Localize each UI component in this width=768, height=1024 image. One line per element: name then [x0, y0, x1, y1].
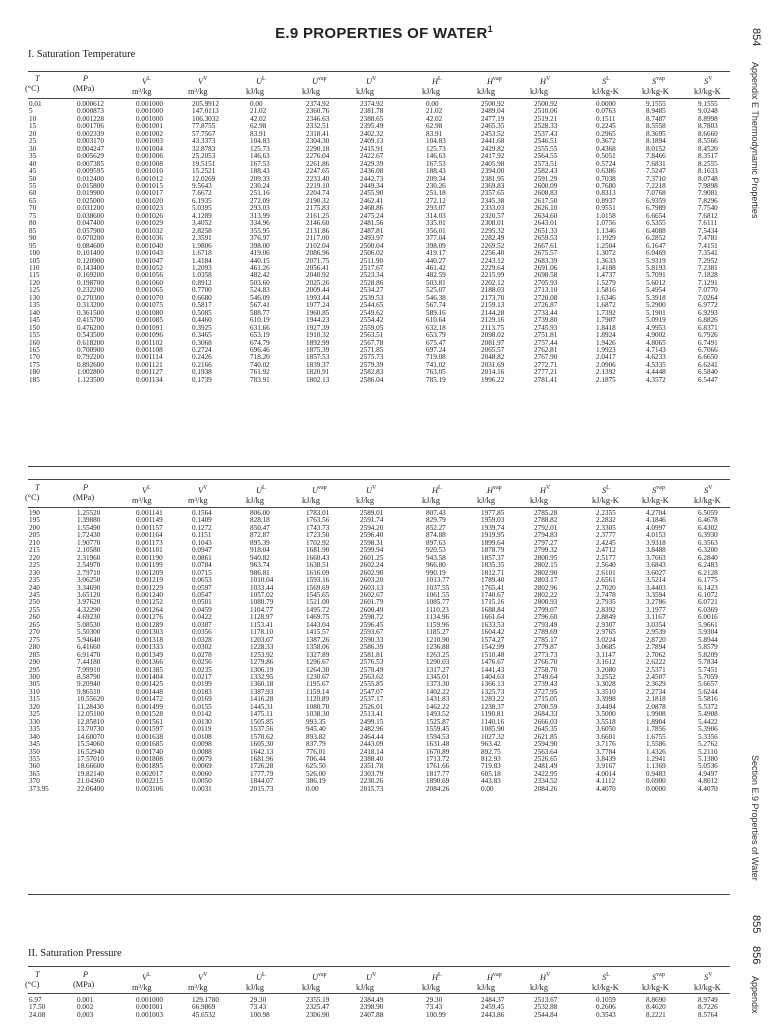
table2-symbol-ul: $U^L$ — [256, 485, 266, 495]
table1-column-sl: 0.0000 0.0763 0.1511 0.2245 0.2965 0.3672 0.4368 0.5051 0.5724 0.6386 0.7038 0.7680 0.8313 0.8937 0.9551 1.0158 1.0756 1.1346 1.1929 1.2504 1.3072 1.3633 1.4188 1.4737 1.5279 1.5816 1.6346 1.6872 1.7392 1.7907 1.8418 1.8924 1.9426 1.9923 2.0417 2.0906 2.1392 2.1875 — [596, 100, 616, 384]
table1-unit-uvap: kJ/kg — [302, 86, 320, 96]
table3-header-pressure — [73, 970, 129, 990]
table1-unit-hv: kJ/kg — [530, 86, 548, 96]
table2-header-uv — [356, 483, 412, 506]
section-saturation-temperature: I. Saturation Temperature — [28, 49, 136, 60]
table1-column-sv: 9.1555 9.0248 8.8998 8.7803 8.6660 8.5566 8.4520 8.3517 8.2555 8.1633 8.0748 7.9898 7.9081 7.8296 7.7540 7.6812 7.6111 7.5434 7.4781 7.4151 7.3541 7.2952 7.2381 7.1828 7.1291 7.0770 7.0264 6.9772 6.9293 6.8826 6.8371 6.7926 6.7491 6.7066 6.6650 6.6241 6.5840 6.5447 — [698, 100, 718, 384]
table2-header-ul — [246, 483, 302, 506]
table1-column-hl: 0.00 21.02 42.02 62.98 83.91 104.83 125.73 146.63 167.53 188.43 209.34 230.26 251.18 272.12 293.07 314.03 335.01 356.01 377.04 398.09 419.17 440.27 461.42 482.59 503.81 525.07 546.38 567.74 589.16 610.64 632.18 653.79 675.47 697.24 719.08 741.02 763.05 785.19 — [426, 100, 446, 384]
table3-header-sv — [694, 970, 750, 993]
table3-symbol-hvap: $H^{vap}$ — [487, 972, 502, 982]
table2-symbol-hv: $H^V$ — [540, 485, 551, 495]
table3-header-sl — [592, 970, 648, 993]
table3-unit-pressure: (MPa) — [73, 980, 95, 989]
title-text: E.9 PROPERTIES OF WATER — [275, 25, 488, 42]
table1-header-uvap — [302, 74, 358, 97]
top-running-head: Appendix E Thermodynamic Properties — [750, 62, 760, 219]
table1-unit-ul: kJ/kg — [246, 86, 264, 96]
table1-symbol-pressure: P — [83, 74, 89, 83]
table3-header-svap — [642, 970, 698, 993]
table3-unit-svap: kJ/kg-K — [642, 982, 669, 992]
table2-symbol-vv: $V^V$ — [198, 485, 208, 495]
table3-symbol-hv: $H^V$ — [540, 972, 551, 982]
table2-symbol-hvap: $H^{vap}$ — [487, 485, 502, 495]
page-title — [0, 24, 768, 42]
table2-column-ul: 806.00 828.18 850.47 872.87 895.39 918.04 940.82 963.74 986.81 1010.04 1033.44 1057.02 1080.79 1104.77 1128.97 1153.41 1178.10 1203.07 1228.33 1253.92 1279.86 1306.19 1332.95 1360.18 1387.93 1416.28 1445.31 1475.11 1505.85 1537.56 1570.62 1605.30 1642.13 1681.96 1726.28 1777.79 1844.07 2015.73 — [250, 509, 274, 793]
table1-column-vv: 205.9912 147.0113 106.3032 77.8755 57.7567 43.3373 32.8783 25.2053 19.5151 15.2521 12.0269 9.5643 7.6672 6.1935 5.0395 4.1289 3.4052 2.8258 2.3591 1.9806 1.6718 1.4184 1.2093 1.0358 0.8912 0.7700 0.6680 0.5817 0.5085 0.4460 0.3925 0.3465 0.3068 0.2724 0.2426 0.2166 0.1938 0.1739 — [192, 100, 219, 384]
table1-symbol-hvap: $H^{vap}$ — [487, 76, 502, 86]
table3-column-hvap: 2484.37 2459.45 2443.86 — [481, 996, 505, 1019]
table3-symbol-temperature: T — [35, 970, 40, 979]
table2-column-pressure: 1.25520 1.39880 1.55490 1.72430 1.90770 2.10580 2.31960 2.54970 2.79710 3.06250 3.34690 3.65120 3.97620 4.32290 4.69230 5.08530 5.50300 5.94640 6.41660 6.91470 7.44180 7.99910 8.58790 9.20940 9.86510 10.55620 11.28430 12.05100 12.85810 13.70730 14.60070 15.54060 16.52940 17.57010 18.66600 19.82140 21.04360 22.06400 — [77, 509, 104, 793]
table1-unit-hvap: kJ/kg — [477, 86, 495, 96]
table3-unit-ul: kJ/kg — [246, 982, 264, 992]
table2-unit-temperature: (°C) — [25, 493, 40, 502]
table3-column-uv: 2384.49 2398.90 2407.88 — [360, 996, 384, 1019]
table2-column-sl: 2.2355 2.2832 2.3305 2.3777 2.4245 2.4712 2.5177 2.5640 2.6101 2.6561 2.7020 2.7478 2.7935 2.8392 2.8849 2.9307 2.9765 3.0224 3.0685 3.1147 3.1612 3.2080 3.2552 3.3028 3.3510 3.3998 3.4494 3.5000 3.5518 3.6050 3.6601 3.7176 3.7784 3.8439 3.9167 4.0014 4.1112 4.4070 — [596, 509, 616, 793]
table1-header-pressure — [73, 74, 129, 94]
table1-symbol-uvap: $U^{vap}$ — [312, 76, 327, 86]
table3-header-hv — [530, 970, 586, 993]
table1-header-sv — [694, 74, 750, 97]
table3-header-rule — [28, 993, 730, 994]
table2-unit-hv: kJ/kg — [530, 495, 548, 505]
table2-unit-sl: kJ/kg-K — [592, 495, 619, 505]
table3-unit-hl: kJ/kg — [422, 982, 440, 992]
table3-column-uvap: 2355.19 2325.47 2306.90 — [306, 996, 330, 1019]
table3-symbol-ul: $U^L$ — [256, 972, 266, 982]
table2-header-pressure — [73, 483, 129, 503]
table1-bottom-rule — [28, 466, 730, 467]
table2-column-vl: 0.001141 0.001149 0.001157 0.001164 0.001173 0.001181 0.001190 0.001199 0.001209 0.001219 0.001229 0.001240 0.001252 0.001264 0.001276 0.001289 0.001303 0.001318 0.001333 0.001349 0.001366 0.001385 0.001404 0.001425 0.001448 0.001472 0.001499 0.001528 0.001561 0.001597 0.001638 0.001685 0.001740 0.001808 0.001895 0.002017 0.002215 0.003106 — [136, 509, 163, 793]
table1-column-hv: 2500.92 2510.06 2519.21 2528.33 2537.43 2546.51 2555.55 2564.55 2573.51 2582.43 2591.29 2600.09 2608.83 2617.50 2626.10 2634.60 2643.01 2651.33 2659.53 2667.61 2675.57 2683.39 2691.06 2698.58 2705.93 2713.10 2720.08 2726.87 2733.44 2739.80 2745.93 2751.81 2757.44 2762.81 2767.90 2772.71 2777.21 2781.41 — [534, 100, 558, 384]
table3-symbol-pressure: P — [83, 970, 89, 979]
table2-symbol-hl: $H^L$ — [432, 485, 442, 495]
table3-symbol-uv: $U^V$ — [366, 972, 377, 982]
table2-column-sv: 6.5059 6.4678 6.4302 6.3930 6.3563 6.3200 6.2840 6.2483 6.2128 6.1775 6.1423 6.1072 6.0721 6.0369 6.0016 5.9661 5.9304 5.8944 5.8579 5.8209 5.7834 5.7451 5.7059 5.6657 5.6244 5.5816 5.5372 5.4908 5.4422 5.3906 5.3356 5.2762 5.2110 5.1380 5.0536 4.9497 4.8012 4.4070 — [698, 509, 718, 793]
table3-unit-temperature: (°C) — [25, 980, 40, 989]
table1-symbol-hl: $H^L$ — [432, 76, 442, 86]
table3-symbol-vv: $V^V$ — [198, 972, 208, 982]
table2-unit-pressure: (MPa) — [73, 493, 95, 502]
table3-header-vv — [188, 970, 244, 993]
table3-symbol-sl: $S^L$ — [602, 972, 610, 982]
table1-column-pressure: 0.000612 0.000873 0.001228 0.001706 0.002339 0.003170 0.004247 0.005629 0.007385 0.009595 0.012400 0.015800 0.019900 0.025000 0.031200 0.038600 0.047400 0.057900 0.070200 0.084600 0.101400 0.120900 0.143400 0.169200 0.198700 0.232200 0.270300 0.313200 0.361500 0.415700 0.476200 0.543500 0.618200 0.700900 0.792200 0.892600 1.002800 1.123500 — [77, 100, 104, 384]
table2-symbol-uv: $U^V$ — [366, 485, 377, 495]
table2-symbol-temperature: T — [35, 483, 40, 492]
table1-unit-uv: kJ/kg — [356, 86, 374, 96]
table2-header-rule — [28, 507, 730, 508]
table2-header-vl — [132, 483, 188, 506]
table2-unit-ul: kJ/kg — [246, 495, 264, 505]
table2-unit-sv: kJ/kg-K — [694, 495, 721, 505]
table3-column-ul: 29.30 73.43 100.98 — [250, 996, 270, 1019]
table3-symbol-uvap: $U^{vap}$ — [312, 972, 327, 982]
table2-column-hl: 807.43 829.79 852.27 874.88 897.63 920.53 943.58 966.80 990.19 1013.77 1037.55 1061.55 1085.77 1110.23 1134.96 1159.96 1185.27 1210.90 1236.88 1263.25 1290.03 1317.27 1345.01 1373.30 1402.22 1431.83 1462.22 1493.52 1525.87 1559.45 1594.53 1631.48 1670.89 1713.72 1761.66 1817.77 1890.69 2084.26 — [426, 509, 450, 793]
table1-header-hv — [530, 74, 586, 97]
table1-header-uv — [356, 74, 412, 97]
table1-column-ul: 0.00 21.02 42.02 62.98 83.91 104.83 125.73 146.63 167.53 188.43 209.33 230.24 251.16 272.09 293.03 313.99 334.96 355.95 376.97 398.00 419.06 440.15 461.26 482.42 503.60 524.83 546.09 567.41 588.77 610.19 631.66 653.19 674.79 696.46 718.20 740.02 761.92 783.91 — [250, 100, 270, 384]
table3-header-ul — [246, 970, 302, 993]
table2-symbol-svap: $S^{vap}$ — [652, 485, 665, 495]
table1-symbol-sv: $S^V$ — [704, 76, 713, 86]
table3-header-vl — [132, 970, 188, 993]
table2-unit-uv: kJ/kg — [356, 495, 374, 505]
table2-unit-vl: m³/kg — [132, 495, 152, 505]
table3-symbol-hl: $H^L$ — [432, 972, 442, 982]
table3-unit-hv: kJ/kg — [530, 982, 548, 992]
table2-header-uvap — [302, 483, 358, 506]
table2-column-hvap: 1977.85 1959.03 1939.74 1919.95 1899.64 1878.79 1857.37 1835.35 1812.71 1789.40 1765.41 1740.67 1715.16 1688.84 1661.64 1633.53 1604.42 1574.27 1542.99 1510.48 1476.67 1441.43 1404.63 1366.13 1325.73 1283.22 1238.37 1190.81 1140.16 1085.90 1027.32 963.42 892.75 812.93 719.83 605.18 443.83 0.00 — [481, 509, 505, 793]
table3-unit-vv: m³/kg — [188, 982, 208, 992]
table1-symbol-svap: $S^{vap}$ — [652, 76, 665, 86]
table1-unit-temperature: (°C) — [25, 84, 40, 93]
table2-column-svap: 4.2704 4.1846 4.0997 4.0153 3.9318 3.8488 3.7663 3.6843 3.6027 3.5214 3.4403 3.3594 3.2786 3.1977 3.1167 3.0354 2.9539 2.8720 2.7894 2.7062 2.6222 2.5371 2.4507 2.3629 2.2734 2.1818 2.0878 1.9908 1.8904 1.7856 1.6755 1.5586 1.4326 1.2941 1.1369 0.9483 0.6900 0.0000 — [646, 509, 666, 793]
table1-unit-svap: kJ/kg-K — [642, 86, 669, 96]
table1-column-uvap: 2374.92 2360.76 2346.63 2332.51 2318.41 2304.30 2290.18 2276.04 2261.86 2247.65 2233.40 2219.10 2204.74 2190.32 2175.83 2161.25 2146.60 2131.86 2117.00 2102.04 2086.96 2071.75 2056.41 2040.92 2025.26 2009.44 1993.44 1977.24 1960.85 1944.23 1927.39 1910.32 1892.99 1875.39 1857.53 1839.37 1820.91 1802.13 — [306, 100, 330, 384]
table3-column-hv: 2513.67 2532.88 2544.84 — [534, 996, 558, 1019]
table2-header-hv — [530, 483, 586, 506]
table1-symbol-hv: $H^V$ — [540, 76, 551, 86]
table1-column-vl: 0.001000 0.001000 0.001000 0.001001 0.001002 0.001003 0.001004 0.001006 0.001008 0.001010 0.001012 0.001015 0.001017 0.001020 0.001023 0.001026 0.001029 0.001032 0.001036 0.001040 0.001043 0.001047 0.001052 0.001056 0.001060 0.001065 0.001070 0.001075 0.001080 0.001085 0.001091 0.001096 0.001102 0.001108 0.001114 0.001121 0.001127 0.001134 — [136, 100, 163, 384]
middle-running-head: Section E.9 Properties of Water — [750, 755, 760, 881]
table1-unit-vl: m³/kg — [132, 86, 152, 96]
table3-column-temperature: 6.97 17.50 24.08 — [29, 996, 46, 1019]
table3-column-vl: 0.001000 0.001001 0.001003 — [136, 996, 163, 1019]
table1-header-rule — [28, 98, 730, 99]
table3-header-uvap — [302, 970, 358, 993]
table3-top-rule — [28, 966, 730, 967]
table2-symbol-sl: $S^L$ — [602, 485, 610, 495]
table1-symbol-vl: $V^L$ — [142, 76, 151, 86]
table2-column-uvap: 1783.01 1763.56 1743.73 1723.50 1702.92 1681.90 1660.43 1638.51 1616.09 1593.16 1569.69 1545.65 1521.00 1495.72 1469.75 1443.04 1415.57 1387.26 1358.06 1327.89 1296.67 1264.30 1230.67 1195.67 1159.14 1120.89 1080.70 1038.30 993.35 945.40 893.82 837.79 776.01 706.44 625.50 526.00 386.19 0.00 — [306, 509, 330, 793]
table2-symbol-uvap: $U^{vap}$ — [312, 485, 327, 495]
table1-unit-sl: kJ/kg-K — [592, 86, 619, 96]
table2-symbol-pressure: P — [83, 483, 89, 492]
table1-header-hl — [422, 74, 478, 97]
table2-header-hvap — [477, 483, 533, 506]
table3-column-svap: 8.8690 8.4620 8.2221 — [646, 996, 666, 1019]
middle-page-number: 855 — [750, 915, 762, 934]
table2-header-svap — [642, 483, 698, 506]
table1-column-svap: 9.1555 8.9485 8.7487 8.5558 8.3695 8.1894 8.0152 7.8466 7.6831 7.5247 7.3710 7.2218 7.0768 6.9359 6.7989 6.6654 6.5355 6.4088 6.2852 6.1647 6.0469 5.9319 5.8193 5.7091 5.6012 5.4954 5.3918 5.2900 5.1901 5.0919 4.9953 4.9002 4.8065 4.7143 4.6233 4.5335 4.4448 4.3572 — [646, 100, 666, 384]
table2-symbol-vl: $V^L$ — [142, 485, 151, 495]
bottom-running-head: Appendix — [750, 976, 760, 1014]
table2-unit-vv: m³/kg — [188, 495, 208, 505]
table3-unit-hvap: kJ/kg — [477, 982, 495, 992]
table2-unit-hl: kJ/kg — [422, 495, 440, 505]
table2-top-rule — [28, 479, 730, 480]
table3-symbol-svap: $S^{vap}$ — [652, 972, 665, 982]
table2-header-sv — [694, 483, 750, 506]
table1-header-ul — [246, 74, 302, 97]
table2-column-uv: 2589.01 2591.74 2594.20 2596.40 2598.31 2599.94 2601.25 2602.24 2602.90 2603.20 2603.13 2602.67 2601.79 2600.49 2598.72 2596.45 2593.67 2590.33 2586.39 2581.81 2576.53 2570.49 2563.62 2555.85 2547.07 2537.17 2526.01 2513.41 2499.15 2482.96 2464.44 2443.09 2418.14 2388.40 2351.78 2303.79 2230.26 2015.73 — [360, 509, 384, 793]
table2-column-vv: 0.1564 0.1409 0.1272 0.1151 0.1043 0.0947 0.0861 0.0784 0.0715 0.0653 0.0597 0.0547 0.0501 0.0459 0.0422 0.0387 0.0356 0.0328 0.0302 0.0278 0.0256 0.0235 0.0217 0.0199 0.0183 0.0169 0.0155 0.0142 0.0130 0.0119 0.0108 0.0098 0.0088 0.0079 0.0069 0.0060 0.0050 0.0031 — [192, 509, 212, 793]
table3-column-hl: 29.30 73.43 100.99 — [426, 996, 446, 1019]
table1-header-hvap — [477, 74, 533, 97]
table1-symbol-ul: $U^L$ — [256, 76, 266, 86]
table1-unit-sv: kJ/kg-K — [694, 86, 721, 96]
table3-unit-vl: m³/kg — [132, 982, 152, 992]
table3-header-hvap — [477, 970, 533, 993]
top-page-number: 854 — [750, 28, 762, 47]
table2-column-hv: 2785.28 2788.82 2792.01 2794.83 2797.27 2799.32 2800.95 2802.15 2802.90 2803.17 2802.96 2802.22 2800.93 2799.07 2796.60 2793.49 2789.69 2785.17 2779.87 2773.73 2766.70 2758.70 2749.64 2739.43 2727.95 2715.05 2700.59 2684.33 2666.03 2645.35 2621.85 2594.90 2563.64 2526.65 2481.49 2422.95 2334.52 2084.26 — [534, 509, 558, 793]
table3-column-vv: 129.1780 66.9869 45.6532 — [192, 996, 219, 1019]
table3-column-sv: 8.9749 8.7226 8.5764 — [698, 996, 718, 1019]
table2-unit-uvap: kJ/kg — [302, 495, 320, 505]
table3-unit-sv: kJ/kg-K — [694, 982, 721, 992]
bottom-page-number: 856 — [750, 946, 762, 965]
table1-symbol-temperature: T — [35, 74, 40, 83]
table1-header-vv — [188, 74, 244, 97]
section-saturation-pressure: II. Saturation Pressure — [28, 948, 122, 959]
table3-symbol-vl: $V^L$ — [142, 972, 151, 982]
table1-header-svap — [642, 74, 698, 97]
table2-unit-svap: kJ/kg-K — [642, 495, 669, 505]
table2-bottom-rule — [28, 894, 730, 895]
table1-unit-vv: m³/kg — [188, 86, 208, 96]
table1-symbol-sl: $S^L$ — [602, 76, 610, 86]
table2-column-temperature: 190 195 200 205 210 215 220 225 230 235 240 245 250 255 260 265 270 275 280 285 290 295 300 305 310 315 320 325 330 335 340 345 350 355 360 365 370 373.95 — [29, 509, 49, 793]
table1-header-sl — [592, 74, 648, 97]
table1-column-hvap: 2500.92 2489.04 2477.19 2465.35 2453.52 2441.68 2429.82 2417.92 2405.98 2394.00 2381.95 2369.83 2357.65 2345.38 2333.03 2320.57 2308.01 2295.32 2282.49 2269.52 2256.40 2243.12 2229.64 2215.99 2202.12 2188.03 2173.70 2159.13 2144.28 2129.16 2113.75 2098.02 2081.97 2065.57 2048.82 2031.69 2014.16 1996.22 — [481, 100, 505, 384]
title-footnote: 1 — [487, 24, 493, 34]
table2-unit-hvap: kJ/kg — [477, 495, 495, 505]
table2-header-vv — [188, 483, 244, 506]
table1-column-uv: 2374.92 2381.78 2388.65 2395.49 2402.32 2409.13 2415.91 2422.67 2429.39 2436.08 2442.73 2449.34 2455.90 2462.41 2468.86 2475.24 2481.56 2487.81 2493.97 2500.04 2506.02 2511.90 2517.67 2523.34 2528.86 2534.27 2539.53 2544.65 2549.62 2554.42 2559.05 2563.51 2567.78 2571.85 2575.73 2579.39 2582.83 2586.04 — [360, 100, 384, 384]
table3-column-pressure: 0.001 0.002 0.003 — [77, 996, 94, 1019]
table1-symbol-vv: $V^V$ — [198, 76, 208, 86]
table1-symbol-uv: $U^V$ — [366, 76, 377, 86]
table2-header-hl — [422, 483, 478, 506]
table3-header-uv — [356, 970, 412, 993]
table1-unit-hl: kJ/kg — [422, 86, 440, 96]
table3-unit-uv: kJ/kg — [356, 982, 374, 992]
table1-top-rule — [28, 71, 730, 72]
table3-header-hl — [422, 970, 478, 993]
table2-header-sl — [592, 483, 648, 506]
table1-unit-pressure: (MPa) — [73, 84, 95, 93]
table3-unit-sl: kJ/kg-K — [592, 982, 619, 992]
table3-unit-uvap: kJ/kg — [302, 982, 320, 992]
table1-header-vl — [132, 74, 188, 97]
table3-symbol-sv: $S^V$ — [704, 972, 713, 982]
table2-symbol-sv: $S^V$ — [704, 485, 713, 495]
table1-column-temperature: 0.01 5 10 15 20 25 30 35 40 45 50 55 60 65 70 75 80 85 90 95 100 105 110 115 120 125 130 135 140 145 150 155 160 165 170 175 180 185 — [29, 100, 42, 384]
table3-column-sl: 0.1059 0.2606 0.3543 — [596, 996, 616, 1019]
